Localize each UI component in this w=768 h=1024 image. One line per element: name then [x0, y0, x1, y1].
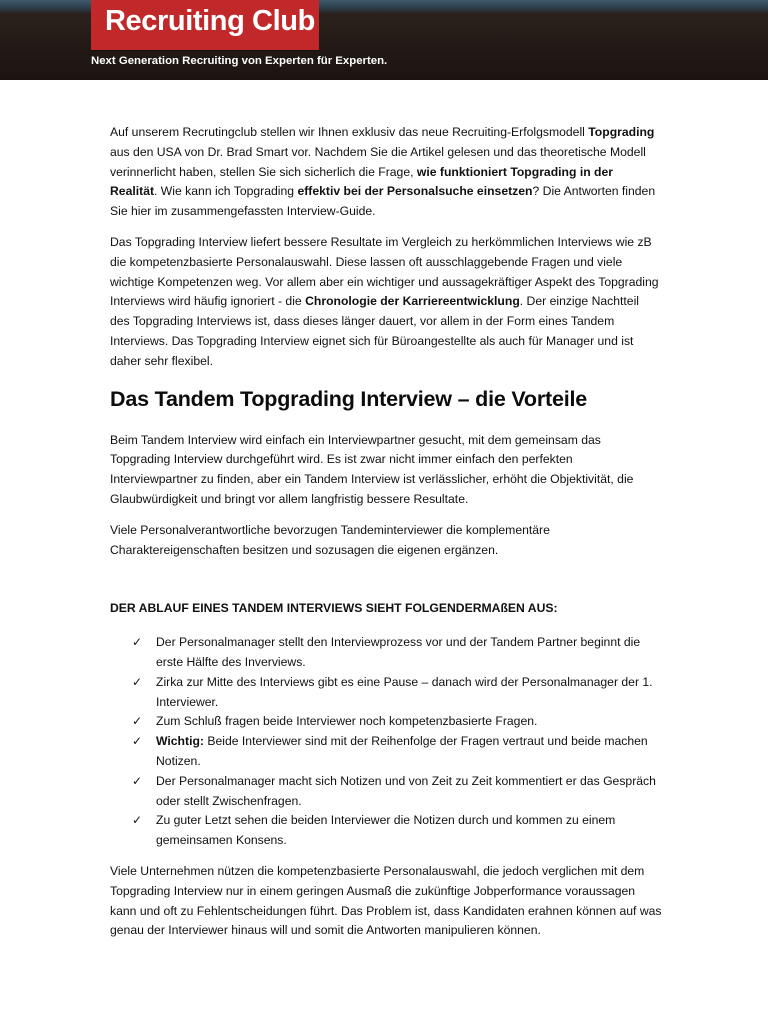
site-logo[interactable]: [91, 0, 319, 50]
checkmark-icon: ✓: [132, 674, 143, 689]
section-paragraph-1: Beim Tandem Interview wird einfach ein Interviewpartner gesucht, mit dem gemeinsam das Topgrading Interview durchgeführt wird. Es ist zwar nicht immer einfach den perfekten Interviewpartner zu finden, aber ein Tandem Interview ist verlässlicher, erhöht die Objektivität, die Glaubwürdigkeit und bringt vor allem langfristig bessere Resultate.: [110, 432, 634, 506]
intro-paragraph-1: Auf unserem Recrutingclub stellen wir Ihnen exklusiv das neue Recruiting-Erfolgsmodell Topgrading aus den USA von Dr. Brad Smart vor. Nachdem Sie die Artikel gelesen und das theoretische Modell verinnerlicht haben, stellen Sie sich sicherlich die Frage, wie funktioniert Topgrading in der Realität. Wie kann ich Topgrading effektiv bei der Personalsuche einsetzen? Die Antworten finden Sie hier im zusammengefassten Interview-Guide.: [110, 125, 656, 219]
section-paragraph-2: Viele Personalverantwortliche bevorzugen Tandeminterviewer die komplementäre Charaktereigenschaften besitzen und sozusagen die eigenen ergänzen.: [110, 522, 550, 557]
site-header: [0, 0, 768, 80]
checkmark-icon: ✓: [132, 734, 143, 749]
logo-text: Recruiting Club: [105, 5, 315, 37]
intro-paragraph-2: Das Topgrading Interview liefert bessere Resultate im Vergleich zu herkömmlichen Interviews wie zB die kompetenzbasierte Personalauswahl. Diese lassen oft ausschlaggebende Fragen und viele wichtige Kompetenzen weg. Vor allem aber ein wichtiger und aussagekräftiger Aspekt des Topgrading Interviews wird häufig ignoriert - die Chronologie der Karriereentwicklung. Der einzige Nachtteil des Topgrading Interviews ist, dass dieses länger dauert, vor allem in der Form eines Tandem Interviews. Das Topgrading Interview eignet sich für Büroangestellte als auch für Manager und ist daher sehr flexibel.: [110, 234, 659, 368]
closing-paragraph: Viele Unternehmen nützen die kompetenzbasierte Personalauswahl, die jedoch verglichen mit dem Topgrading Interview nur in einem geringen Ausmaß die zukünftige Jobperformance voraussagen kann und oft zu Fehlentscheidungen führt. Das Problem ist, dass Kandidaten erahnen können auf was genau der Interviewer hinaus will und somit die Antworten manipulieren können.: [110, 863, 662, 938]
list-item: ✓ Wichtig: Beide Interviewer sind mit der Reihenfolge der Fragen vertraut und beide machen Notizen.: [132, 734, 648, 768]
list-item: ✓ Der Personalmanager macht sich Notizen und von Zeit zu Zeit kommentiert er das Gespräch oder stellt Zwischenfragen.: [132, 773, 656, 808]
ablauf-heading: DER ABLAUF EINES TANDEM INTERVIEWS SIEHT FOLGENDERMAßEN AUS:: [110, 601, 558, 616]
list-item: ✓ Zu guter Letzt sehen die beiden Interviewer die Notizen durch und kommen zu einem gemeinsamen Konsens.: [132, 813, 616, 848]
section-heading: Das Tandem Topgrading Interview – die Vorteile: [110, 386, 588, 411]
checkmark-icon: ✓: [132, 773, 143, 788]
checkmark-icon: ✓: [132, 714, 143, 729]
list-item: ✓ Der Personalmanager stellt den Interviewprozess vor und der Tandem Partner beginnt die erste Hälfte des Inverviews.: [132, 635, 641, 669]
list-item: ✓ Zum Schluß fragen beide Interviewer noch kompetenzbasierte Fragen.: [110, 712, 662, 732]
article-body: [110, 123, 662, 952]
ablauf-checklist: [110, 633, 662, 851]
site-tagline: Next Generation Recruiting von Experten für Experten.: [91, 55, 388, 67]
checkmark-icon: ✓: [132, 635, 143, 650]
checkmark-icon: ✓: [132, 813, 143, 828]
list-item: ✓ Zirka zur Mitte des Interviews gibt es eine Pause – danach wird der Personalmanager der 1. Interviewer.: [132, 674, 653, 709]
